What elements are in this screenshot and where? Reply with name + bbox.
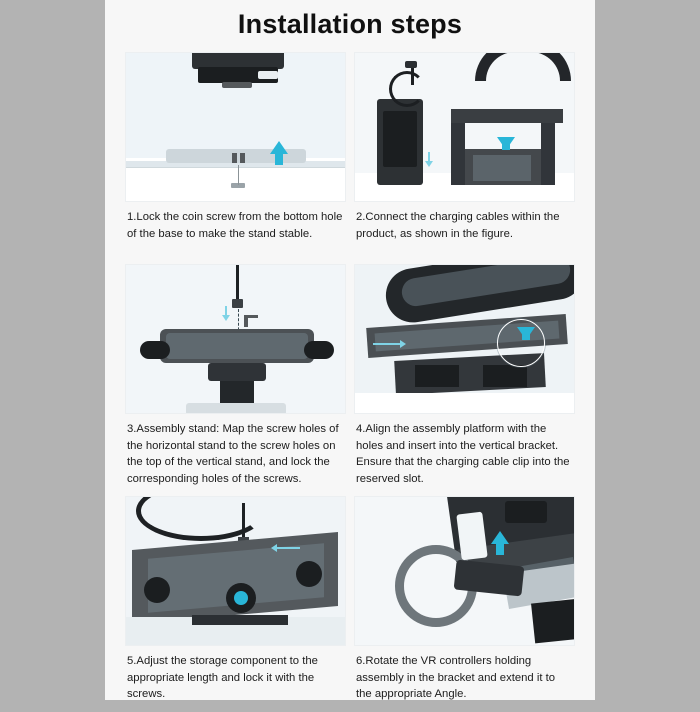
up-arrow-icon xyxy=(270,141,288,154)
step-3-caption: 3.Assembly stand: Map the screw holes of the horizontal stand to the screw holes on the top of the vertical stand, and lock the corresponding holes of the screws. xyxy=(127,423,339,485)
step-6-caption: 6.Rotate the VR controllers holding assembly in the bracket and extend it to the appropriate Angle. xyxy=(356,655,556,700)
small-down-arrow-icon xyxy=(222,315,230,321)
down-arrow-icon xyxy=(517,327,535,340)
step-5-storage-component-photo xyxy=(125,496,346,646)
step-item-5 xyxy=(125,496,346,712)
step-1-caption: 1.Lock the coin screw from the bottom hole of the base to make the stand stable. xyxy=(127,211,343,240)
step-item-4 xyxy=(354,264,575,496)
steps-grid xyxy=(125,52,575,712)
step-1-base-screw-photo xyxy=(125,52,346,202)
step-4-caption: 4.Align the assembly platform with the holes and insert into the vertical bracket. Ensure that the charging cable clip into the reserved slot. xyxy=(356,423,570,485)
instruction-sheet xyxy=(105,0,595,700)
step-item-6 xyxy=(354,496,575,712)
step-item-2 xyxy=(354,52,575,264)
step-4-align-platform-photo xyxy=(354,264,575,414)
down-arrow-icon xyxy=(497,137,515,150)
step-item-3 xyxy=(125,264,346,496)
step-2-charging-cable-photo xyxy=(354,52,575,202)
small-left-arrow-icon xyxy=(400,340,406,348)
step-6-vr-controller-holder-photo xyxy=(354,496,575,646)
step-2-caption: 2.Connect the charging cables within the product, as shown in the figure. xyxy=(356,211,560,240)
page-title: Installation steps xyxy=(237,9,463,39)
up-arrow-icon xyxy=(491,531,509,544)
step-item-1 xyxy=(125,52,346,264)
step-3-assembly-stand-photo xyxy=(125,264,346,414)
step-5-caption: 5.Adjust the storage component to the appropriate length and lock it with the screws. xyxy=(127,655,318,700)
small-up-arrow-icon xyxy=(425,161,433,167)
